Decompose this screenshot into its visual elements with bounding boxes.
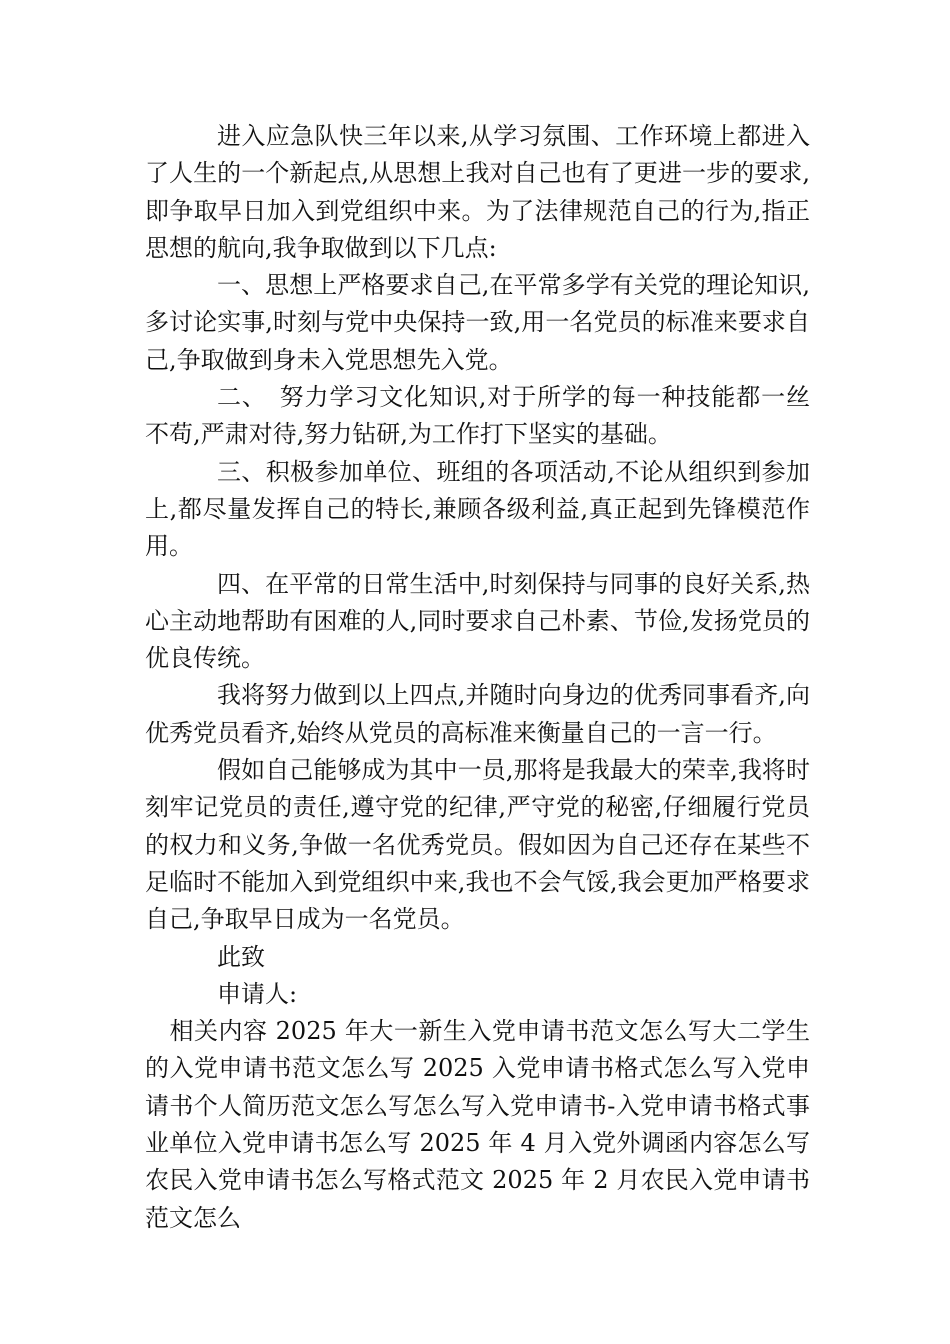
closing-salutation: 此致 bbox=[217, 942, 265, 971]
paragraph-point-3: 三、积极参加单位、班组的各项活动,不论从组织到参加上,都尽量发挥自己的特长,兼顾各级利益,真正起到先锋模范作用。 bbox=[145, 457, 810, 561]
paragraph-point-4: 四、在平常的日常生活中,时刻保持与同事的良好关系,热心主动地帮助有困难的人,同时要求自己朴素、节俭,发扬党员的优良传统。 bbox=[145, 569, 810, 673]
paragraph-commitment: 我将努力做到以上四点,并随时向身边的优秀同事看齐,向优秀党员看齐,始终从党员的高标准来衡量自己的一言一行。 bbox=[145, 681, 810, 747]
paragraph-intro: 进入应急队快三年以来,从学习氛围、工作环境上都进入了人生的一个新起点,从思想上我对自己也有了更进一步的要求,即争取早日加入到党组织中来。为了法律规范自己的行为,指正思想的航向,我争取做到以下几点: bbox=[145, 122, 810, 262]
paragraph-conclusion: 假如自己能够成为其中一员,那将是我最大的荣幸,我将时刻牢记党员的责任,遵守党的纪律,严守党的秘密,仔细履行党员的权力和义务,争做一名优秀党员。假如因为自己还存在某些不足临时不能加入到党组织中来,我也不会气馁,我会更加严格要求自己,争取早日成为一名党员。 bbox=[145, 756, 810, 934]
applicant-signature-label: 申请人: bbox=[217, 979, 298, 1008]
related-content-text: 相关内容 2025 年大一新生入党申请书范文怎么写大二学生的入党申请书范文怎么写 2025 入党申请书格式怎么写入党申请书个人简历范文怎么写怎么写入党申请书-入党申请书格式事业单位入党申请书怎么写 2025 年 4 月入党外调函内容怎么写农民入党申请书怎么写格式范文 2025 年 2 月农民入党申请书范文怎么 bbox=[145, 1017, 810, 1232]
document-page bbox=[145, 118, 810, 1237]
related-content bbox=[145, 1013, 810, 1237]
paragraph-point-1: 一、思想上严格要求自己,在平常多学有关党的理论知识,多讨论实事,时刻与党中央保持一致,用一名党员的标准来要求自己,争取做到身未入党思想先入党。 bbox=[145, 271, 810, 374]
paragraph-point-2: 二、 努力学习文化知识,对于所学的每一种技能都一丝不苟,严肃对待,努力钻研,为工作打下坚实的基础。 bbox=[145, 383, 810, 449]
